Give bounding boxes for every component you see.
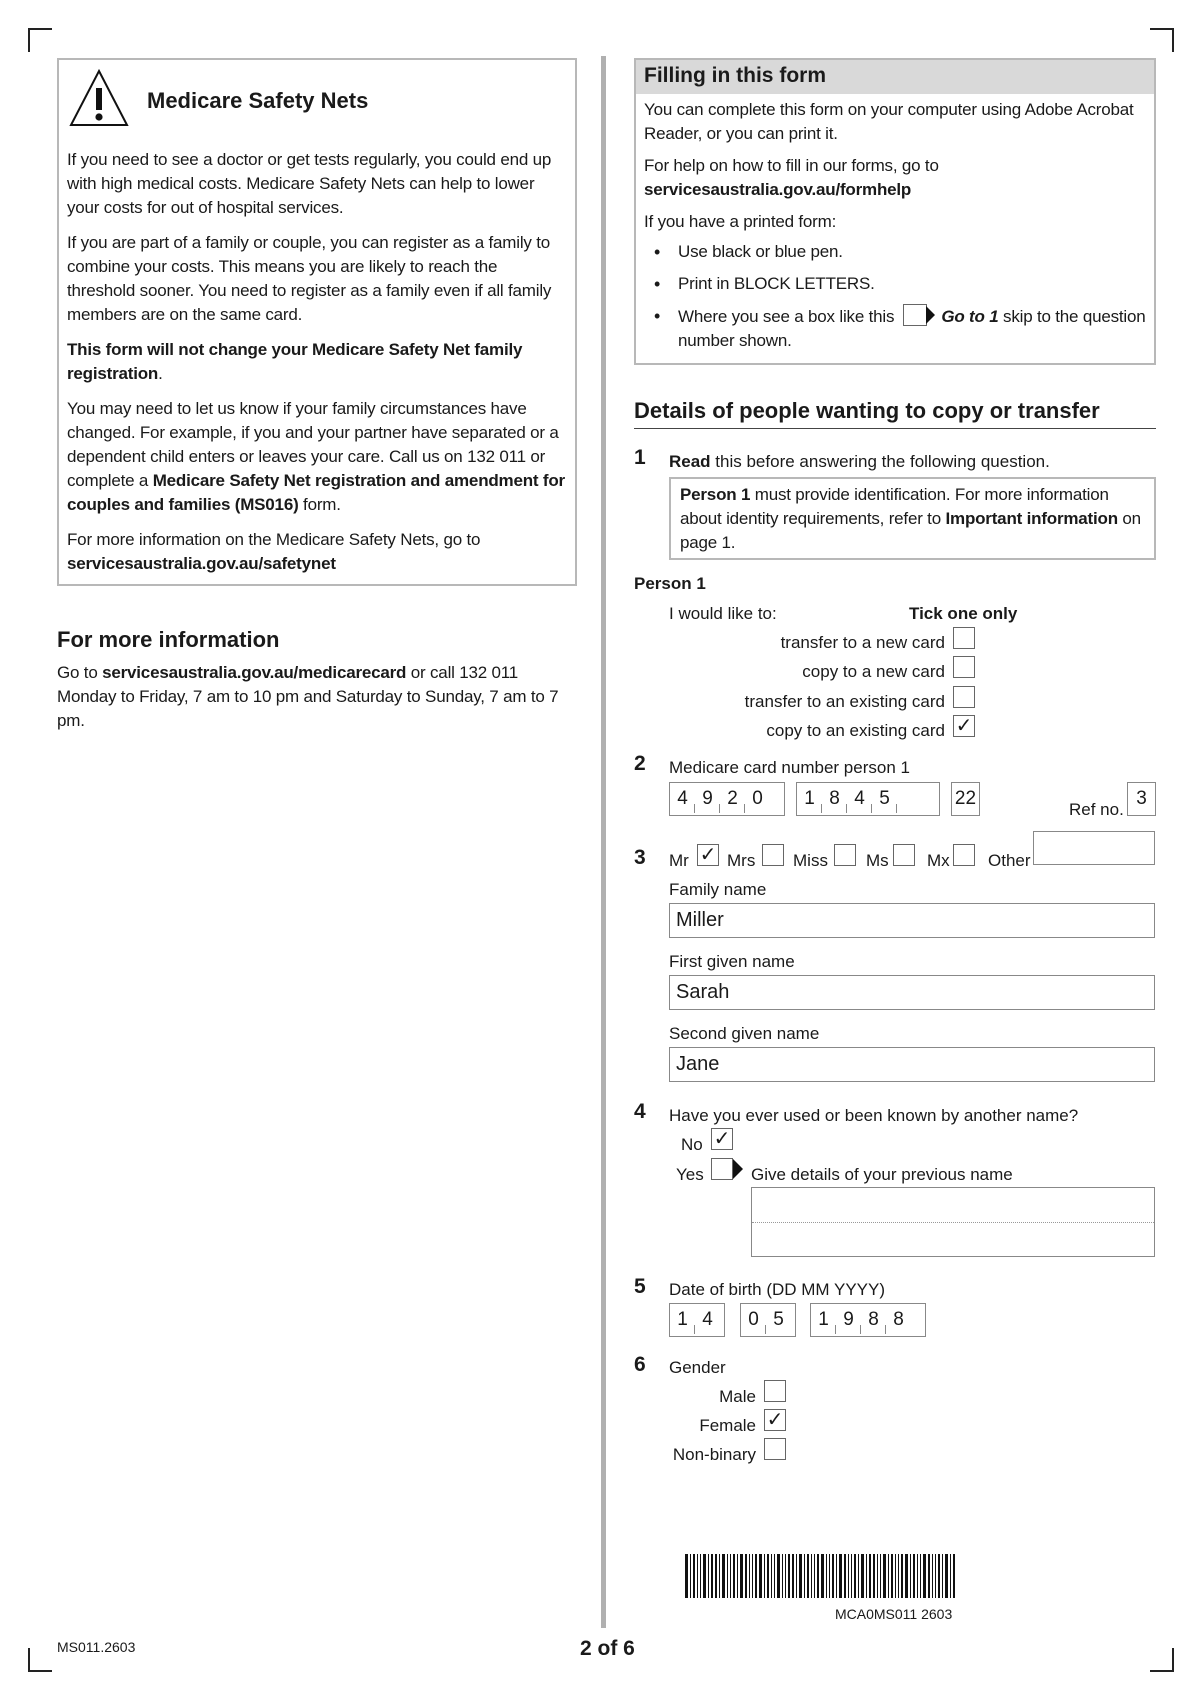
safety-nets-box xyxy=(57,58,577,586)
barcode-bar xyxy=(774,1554,775,1598)
medicare-number-group-2[interactable] xyxy=(796,782,940,816)
safety-nets-para-4 xyxy=(67,397,567,517)
ref-no-field[interactable] xyxy=(1127,782,1156,816)
q5-number: 5 xyxy=(634,1275,646,1298)
filling-bullets xyxy=(644,240,1149,353)
barcode xyxy=(685,1554,957,1598)
barcode-bar xyxy=(839,1554,842,1598)
title-checkbox-ms[interactable] xyxy=(893,844,915,866)
barcode-bar xyxy=(928,1554,930,1598)
q4-number: 4 xyxy=(634,1100,646,1123)
goto-arrow-icon xyxy=(733,1159,743,1179)
title-label-ms: Ms xyxy=(866,851,889,870)
q3-number: 3 xyxy=(634,846,646,869)
crop-mark-bottom-right xyxy=(1150,1648,1174,1672)
card-digit: 4 xyxy=(847,783,872,815)
bullet-goto xyxy=(644,304,1149,353)
q4-yes-label: Yes xyxy=(676,1165,704,1184)
barcode-bar xyxy=(752,1554,753,1598)
q4-no-label: No xyxy=(681,1135,703,1154)
first-name-label: First given name xyxy=(669,952,795,971)
barcode-bar xyxy=(913,1554,915,1598)
note-end: on page 1. xyxy=(680,509,1141,552)
note-text: must provide identification. For more information about identity requirements, refer to xyxy=(680,485,1109,528)
barcode-bar xyxy=(905,1554,908,1598)
q4-label: Have you ever used or been known by another name? xyxy=(669,1106,1079,1125)
page-number: 2 of 6 xyxy=(580,1637,635,1660)
barcode-bar xyxy=(788,1554,790,1598)
barcode-bar xyxy=(817,1554,819,1598)
barcode-bar xyxy=(690,1554,691,1598)
would-like-label: I would like to: xyxy=(669,604,777,623)
barcode-bar xyxy=(923,1554,926,1598)
dob-year[interactable] xyxy=(810,1303,926,1337)
q1-instruction: this before answering the following question. xyxy=(710,452,1050,471)
para-4-text: You may need to let us know if your family circumstances have changed. For example, if you and your partner have separated or a dependent child enters or leaves your care. Call us on 132 011 or complete a xyxy=(67,399,559,490)
medicare-number-group-3[interactable] xyxy=(951,782,980,816)
form-code: MS011.2603 xyxy=(57,1639,136,1655)
barcode-bar xyxy=(685,1554,688,1598)
barcode-bar xyxy=(693,1554,695,1598)
card-digit: 9 xyxy=(695,783,720,815)
q1-note-box xyxy=(669,477,1156,560)
note-important-info: Important information xyxy=(945,509,1118,528)
card-digit: 4 xyxy=(670,783,695,815)
medicare-number-group-1[interactable] xyxy=(669,782,785,816)
option-checkbox-transfer-new[interactable] xyxy=(953,627,975,649)
barcode-bar xyxy=(771,1554,772,1598)
barcode-bar xyxy=(895,1554,896,1598)
safety-nets-bold: This form will not change your Medicare Safety Net family registration xyxy=(67,340,523,383)
dob-digit: 4 xyxy=(702,1309,713,1330)
warning-icon xyxy=(68,68,130,128)
barcode-bar xyxy=(935,1554,936,1598)
option-checkbox-copy-existing[interactable]: ✓ xyxy=(953,715,975,737)
barcode-bar xyxy=(945,1554,948,1598)
second-name-label: Second given name xyxy=(669,1024,820,1043)
barcode-bar xyxy=(866,1554,867,1598)
barcode-bar xyxy=(749,1554,750,1598)
barcode-bar xyxy=(883,1554,886,1598)
second-name-field[interactable]: Jane xyxy=(669,1047,1155,1082)
barcode-bar xyxy=(796,1554,797,1598)
barcode-bar xyxy=(722,1554,725,1598)
barcode-bar xyxy=(811,1554,812,1598)
q1-read: Read xyxy=(669,452,711,471)
barcode-bar xyxy=(932,1554,933,1598)
q2-number: 2 xyxy=(634,752,646,775)
safety-nets-para-3 xyxy=(67,338,567,386)
gender-label-non-binary: Non-binary xyxy=(672,1445,756,1464)
option-label-copy-new: copy to a new card xyxy=(802,662,945,681)
barcode-bar xyxy=(764,1554,765,1598)
filling-in-body xyxy=(644,98,1149,361)
barcode-bar xyxy=(953,1554,955,1598)
card-digit: 8 xyxy=(822,783,847,815)
goto-label: Go to 1 xyxy=(941,307,999,326)
crop-mark-top-right xyxy=(1150,28,1174,52)
option-checkbox-copy-new[interactable] xyxy=(953,656,975,678)
safetynet-link[interactable]: servicesaustralia.gov.au/safetynet xyxy=(67,554,336,573)
safety-nets-para-5 xyxy=(67,528,567,576)
title-checkbox-mrs[interactable] xyxy=(762,844,784,866)
bullet-pen: • Use black or blue pen. xyxy=(644,240,1149,264)
barcode-text: MCA0MS011 2603 xyxy=(835,1606,953,1622)
filling-para-1: You can complete this form on your computer using Adobe Acrobat Reader, or you can print it. xyxy=(644,100,1134,143)
title-checkbox-miss[interactable] xyxy=(834,844,856,866)
barcode-bar xyxy=(858,1554,859,1598)
card-digit: 0 xyxy=(752,788,763,809)
barcode-bar xyxy=(917,1554,918,1598)
barcode-bar xyxy=(898,1554,899,1598)
family-name-label: Family name xyxy=(669,880,767,899)
q4-no-checkbox[interactable]: ✓ xyxy=(711,1128,733,1150)
dob-digit: 5 xyxy=(773,1309,784,1330)
formhelp-link[interactable]: servicesaustralia.gov.au/formhelp xyxy=(644,180,912,199)
card-digit: 1 xyxy=(797,783,822,815)
barcode-bar xyxy=(888,1554,889,1598)
title-checkbox-mr[interactable]: ✓ xyxy=(697,844,719,866)
barcode-bar xyxy=(804,1554,805,1598)
q2-label: Medicare card number person 1 xyxy=(669,758,910,777)
safety-nets-para-2: If you are part of a family or couple, you can register as a family to combine your costs. This means you are likely to reach the threshold sooner. You need to register as a family even if all family members are on the same card. xyxy=(67,233,552,324)
medicarecard-link[interactable]: servicesaustralia.gov.au/medicarecard xyxy=(102,663,407,682)
barcode-bar xyxy=(920,1554,921,1598)
barcode-bar xyxy=(848,1554,849,1598)
note-person1: Person 1 xyxy=(680,485,751,504)
ref-digit: 3 xyxy=(1136,788,1147,809)
barcode-bar xyxy=(715,1554,717,1598)
option-checkbox-transfer-existing[interactable] xyxy=(953,686,975,708)
more-info-prefix: Go to xyxy=(57,663,103,682)
option-label-copy-existing: copy to an existing card xyxy=(766,721,945,740)
more-info-suffix: or call 132 011 Monday to Friday, 7 am to 10 pm and Saturday to Sunday, 7 am to 7 pm. xyxy=(57,663,559,730)
dob-day[interactable] xyxy=(669,1303,725,1337)
person-1-label: Person 1 xyxy=(634,574,706,593)
title-label-mrs: Mrs xyxy=(727,851,756,870)
safety-nets-title: Medicare Safety Nets xyxy=(147,88,369,113)
barcode-bar xyxy=(745,1554,747,1598)
barcode-bar xyxy=(880,1554,881,1598)
gender-label-female: Female xyxy=(699,1416,756,1435)
barcode-bar xyxy=(814,1554,815,1598)
barcode-bar xyxy=(782,1554,783,1598)
title-label-mr: Mr xyxy=(669,851,689,870)
barcode-bar xyxy=(854,1554,856,1598)
ms016-form-name: Medicare Safety Net registration and amendment for couples and families (MS016) xyxy=(67,471,565,514)
barcode-bar xyxy=(708,1554,709,1598)
previous-name-line-2[interactable] xyxy=(752,1223,1154,1256)
details-heading-rule xyxy=(634,428,1156,429)
goto-box-icon xyxy=(903,304,927,326)
gender-checkbox-male[interactable] xyxy=(764,1380,786,1402)
barcode-bar xyxy=(719,1554,720,1598)
details-heading: Details of people wanting to copy or transfer xyxy=(634,398,1100,423)
family-name-field[interactable]: Miller xyxy=(669,903,1155,938)
safety-nets-body xyxy=(67,148,567,576)
q6-number: 6 xyxy=(634,1353,646,1376)
filling-para-3: If you have a printed form: xyxy=(644,212,837,231)
q1-number: 1 xyxy=(634,446,646,469)
barcode-bar xyxy=(869,1554,871,1598)
dob-month[interactable] xyxy=(740,1303,796,1337)
filling-para-2 xyxy=(644,154,1149,202)
dob-digit: 8 xyxy=(861,1304,886,1336)
option-label-transfer-existing: transfer to an existing card xyxy=(744,692,945,711)
barcode-bar xyxy=(767,1554,769,1598)
barcode-bar xyxy=(700,1554,701,1598)
dob-digit: 9 xyxy=(836,1304,861,1336)
gender-label: Gender xyxy=(669,1358,726,1377)
previous-name-line-1[interactable] xyxy=(752,1188,1154,1223)
barcode-bar xyxy=(755,1554,757,1598)
barcode-bar xyxy=(910,1554,911,1598)
barcode-bar xyxy=(832,1554,834,1598)
tick-one-only: Tick one only xyxy=(909,604,1018,623)
barcode-bar xyxy=(836,1554,837,1598)
crop-mark-top-left xyxy=(28,28,52,52)
title-other-field[interactable] xyxy=(1033,831,1155,865)
q1-text xyxy=(669,451,1050,473)
card-digit-last: 22 xyxy=(954,788,977,809)
barcode-bar xyxy=(851,1554,852,1598)
filling-in-header xyxy=(636,60,1154,94)
filling-in-heading: Filling in this form xyxy=(644,64,826,87)
dob-digit: 8 xyxy=(893,1309,904,1330)
barcode-bar xyxy=(844,1554,846,1598)
dob-digit: 0 xyxy=(741,1304,766,1336)
barcode-bar xyxy=(861,1554,864,1598)
goto-text-end: skip to the question number shown. xyxy=(678,307,1146,350)
barcode-bar xyxy=(821,1554,824,1598)
barcode-bar xyxy=(826,1554,827,1598)
card-digit: 2 xyxy=(720,783,745,815)
barcode-bar xyxy=(711,1554,713,1598)
barcode-bar xyxy=(942,1554,943,1598)
previous-name-label: Give details of your previous name xyxy=(751,1165,1013,1184)
title-label-mx: Mx xyxy=(927,851,950,870)
option-label-transfer-new: transfer to a new card xyxy=(780,633,945,652)
barcode-bar xyxy=(785,1554,786,1598)
dob-digit: 1 xyxy=(670,1304,695,1336)
title-checkbox-mx[interactable] xyxy=(953,844,975,866)
dob-label: Date of birth (DD MM YYYY) xyxy=(669,1280,886,1299)
more-info-heading: For more information xyxy=(57,627,280,652)
safety-nets-para-1: If you need to see a doctor or get tests regularly, you could end up with high medical costs. Medicare Safety Nets can help to lower your costs for out of hospital services. xyxy=(67,150,552,217)
safety-nets-para-3-end: . xyxy=(158,364,163,383)
barcode-bar xyxy=(697,1554,698,1598)
barcode-bar xyxy=(877,1554,878,1598)
barcode-bar xyxy=(807,1554,809,1598)
title-label-miss: Miss xyxy=(793,851,828,870)
barcode-bar xyxy=(799,1554,802,1598)
first-name-field[interactable]: Sarah xyxy=(669,975,1155,1010)
barcode-bar xyxy=(901,1554,903,1598)
title-label-other: Other xyxy=(988,851,1031,870)
barcode-bar xyxy=(792,1554,794,1598)
filling-in-box xyxy=(634,58,1156,365)
dob-digit: 1 xyxy=(811,1304,836,1336)
previous-name-box xyxy=(751,1187,1155,1257)
barcode-bar xyxy=(740,1554,743,1598)
barcode-bar xyxy=(873,1554,875,1598)
q4-yes-checkbox[interactable] xyxy=(711,1158,733,1180)
card-digit: 5 xyxy=(872,783,897,815)
barcode-bar xyxy=(727,1554,728,1598)
bullet-block-letters: • Print in BLOCK LETTERS. xyxy=(644,272,1149,296)
para-4-end: form. xyxy=(298,495,341,514)
barcode-bar xyxy=(733,1554,735,1598)
para-5-text: For more information on the Medicare Safety Nets, go to xyxy=(67,530,481,549)
gender-checkbox-non-binary[interactable] xyxy=(764,1438,786,1460)
column-divider xyxy=(601,56,606,1628)
barcode-bar xyxy=(829,1554,830,1598)
barcode-bar xyxy=(737,1554,738,1598)
barcode-bar xyxy=(703,1554,706,1598)
more-info-text xyxy=(57,661,577,733)
barcode-bar xyxy=(759,1554,762,1598)
ref-no-label: Ref no. xyxy=(1069,800,1124,819)
barcode-bar xyxy=(938,1554,940,1598)
barcode-bar xyxy=(891,1554,893,1598)
gender-label-male: Male xyxy=(719,1387,756,1406)
barcode-bar xyxy=(950,1554,951,1598)
goto-text: Where you see a box like this xyxy=(678,307,895,326)
barcode-bar xyxy=(730,1554,731,1598)
formhelp-text: For help on how to fill in our forms, go to xyxy=(644,156,939,175)
gender-checkbox-female[interactable]: ✓ xyxy=(764,1409,786,1431)
crop-mark-bottom-left xyxy=(28,1648,52,1672)
barcode-bar xyxy=(777,1554,780,1598)
